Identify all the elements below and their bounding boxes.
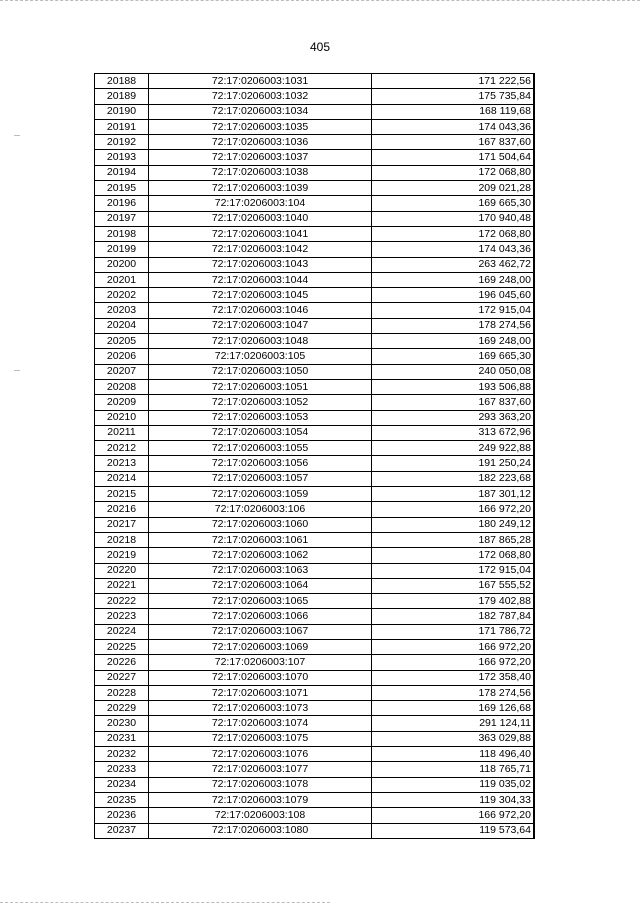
page-number: 405 xyxy=(309,40,331,54)
table-row xyxy=(95,563,535,578)
cadastral-number: 72:17:0206003:1076 xyxy=(149,747,372,762)
table-row xyxy=(95,425,535,440)
cadastral-number: 72:17:0206003:1061 xyxy=(149,532,372,547)
table-row xyxy=(95,410,535,425)
cadastral-number: 72:17:0206003:1052 xyxy=(149,395,372,410)
cadastral-number: 72:17:0206003:1046 xyxy=(149,303,372,318)
table-row xyxy=(95,74,535,89)
table-row xyxy=(95,104,535,119)
scan-top-edge xyxy=(0,0,640,3)
cadastral-value: 166 972,20 xyxy=(372,655,535,670)
cadastral-number: 72:17:0206003:1063 xyxy=(149,563,372,578)
cadastral-number: 72:17:0206003:1057 xyxy=(149,471,372,486)
cadastral-number: 72:17:0206003:105 xyxy=(149,349,372,364)
cadastral-value: 171 222,56 xyxy=(372,74,535,89)
row-number: 20229 xyxy=(95,701,149,716)
row-number: 20204 xyxy=(95,318,149,333)
row-number: 20205 xyxy=(95,334,149,349)
cadastral-number: 72:17:0206003:1062 xyxy=(149,548,372,563)
table-row xyxy=(95,150,535,165)
cadastral-number: 72:17:0206003:107 xyxy=(149,655,372,670)
cadastral-value: 167 837,60 xyxy=(372,135,535,150)
cadastral-value: 169 665,30 xyxy=(372,196,535,211)
cadastral-value: 172 915,04 xyxy=(372,563,535,578)
cadastral-value: 167 555,52 xyxy=(372,578,535,593)
row-number: 20189 xyxy=(95,89,149,104)
cadastral-value: 169 248,00 xyxy=(372,272,535,287)
table-row xyxy=(95,808,535,823)
cadastral-value: 167 837,60 xyxy=(372,395,535,410)
cadastral-number: 72:17:0206003:1035 xyxy=(149,119,372,134)
scan-bottom-edge xyxy=(0,902,330,903)
table-row xyxy=(95,211,535,226)
cadastral-value: 209 021,28 xyxy=(372,181,535,196)
row-number: 20209 xyxy=(95,395,149,410)
row-number: 20192 xyxy=(95,135,149,150)
row-number: 20218 xyxy=(95,532,149,547)
row-number: 20217 xyxy=(95,517,149,532)
row-number: 20197 xyxy=(95,211,149,226)
cadastral-number: 72:17:0206003:1053 xyxy=(149,410,372,425)
cadastral-value: 172 915,04 xyxy=(372,303,535,318)
cadastral-value: 191 250,24 xyxy=(372,456,535,471)
cadastral-number: 72:17:0206003:1065 xyxy=(149,594,372,609)
row-number: 20232 xyxy=(95,747,149,762)
cadastral-number: 72:17:0206003:1069 xyxy=(149,639,372,654)
row-number: 20196 xyxy=(95,196,149,211)
cadastral-number: 72:17:0206003:1071 xyxy=(149,685,372,700)
row-number: 20222 xyxy=(95,594,149,609)
row-number: 20230 xyxy=(95,716,149,731)
table-row xyxy=(95,257,535,272)
cadastral-value: 172 068,80 xyxy=(372,548,535,563)
cadastral-value: 172 068,80 xyxy=(372,226,535,241)
cadastral-value: 169 665,30 xyxy=(372,349,535,364)
table-row xyxy=(95,517,535,532)
row-number: 20202 xyxy=(95,288,149,303)
cadastral-value: 118 496,40 xyxy=(372,747,535,762)
cadastral-value: 168 119,68 xyxy=(372,104,535,119)
row-number: 20203 xyxy=(95,303,149,318)
cadastral-value: 172 358,40 xyxy=(372,670,535,685)
cadastral-value: 171 786,72 xyxy=(372,624,535,639)
row-number: 20210 xyxy=(95,410,149,425)
margin-mark xyxy=(14,370,20,371)
row-number: 20223 xyxy=(95,609,149,624)
row-number: 20200 xyxy=(95,257,149,272)
row-number: 20206 xyxy=(95,349,149,364)
table-row xyxy=(95,716,535,731)
cadastral-number: 72:17:0206003:1037 xyxy=(149,150,372,165)
row-number: 20231 xyxy=(95,731,149,746)
cadastral-number: 72:17:0206003:1036 xyxy=(149,135,372,150)
cadastral-value-table xyxy=(94,73,535,839)
table-row xyxy=(95,487,535,502)
cadastral-value: 182 787,84 xyxy=(372,609,535,624)
cadastral-value: 169 126,68 xyxy=(372,701,535,716)
cadastral-value: 172 068,80 xyxy=(372,165,535,180)
table-row xyxy=(95,670,535,685)
row-number: 20227 xyxy=(95,670,149,685)
row-number: 20207 xyxy=(95,364,149,379)
cadastral-value: 166 972,20 xyxy=(372,502,535,517)
cadastral-value: 263 462,72 xyxy=(372,257,535,272)
cadastral-value: 313 672,96 xyxy=(372,425,535,440)
table-row xyxy=(95,226,535,241)
cadastral-value: 291 124,11 xyxy=(372,716,535,731)
table-row xyxy=(95,624,535,639)
cadastral-number: 72:17:0206003:1067 xyxy=(149,624,372,639)
cadastral-number: 72:17:0206003:1051 xyxy=(149,379,372,394)
cadastral-number: 72:17:0206003:1078 xyxy=(149,777,372,792)
cadastral-value: 169 248,00 xyxy=(372,334,535,349)
row-number: 20188 xyxy=(95,74,149,89)
cadastral-value: 174 043,36 xyxy=(372,242,535,257)
cadastral-number: 72:17:0206003:1066 xyxy=(149,609,372,624)
cadastral-value: 118 765,71 xyxy=(372,762,535,777)
cadastral-value: 171 504,64 xyxy=(372,150,535,165)
table-row xyxy=(95,135,535,150)
cadastral-value: 187 865,28 xyxy=(372,532,535,547)
table-row xyxy=(95,456,535,471)
row-number: 20224 xyxy=(95,624,149,639)
cadastral-value: 182 223,68 xyxy=(372,471,535,486)
cadastral-number: 72:17:0206003:1032 xyxy=(149,89,372,104)
cadastral-number: 72:17:0206003:1055 xyxy=(149,441,372,456)
table-row xyxy=(95,303,535,318)
row-number: 20193 xyxy=(95,150,149,165)
cadastral-value: 119 035,02 xyxy=(372,777,535,792)
cadastral-number: 72:17:0206003:1039 xyxy=(149,181,372,196)
table-row xyxy=(95,731,535,746)
cadastral-number: 72:17:0206003:106 xyxy=(149,502,372,517)
row-number: 20236 xyxy=(95,808,149,823)
cadastral-value: 193 506,88 xyxy=(372,379,535,394)
cadastral-value: 174 043,36 xyxy=(372,119,535,134)
cadastral-number: 72:17:0206003:1031 xyxy=(149,74,372,89)
cadastral-number: 72:17:0206003:1050 xyxy=(149,364,372,379)
cadastral-number: 72:17:0206003:104 xyxy=(149,196,372,211)
cadastral-number: 72:17:0206003:1047 xyxy=(149,318,372,333)
row-number: 20195 xyxy=(95,181,149,196)
table-row xyxy=(95,823,535,838)
table-row xyxy=(95,334,535,349)
margin-mark xyxy=(14,135,20,136)
table-row xyxy=(95,502,535,517)
row-number: 20237 xyxy=(95,823,149,838)
row-number: 20198 xyxy=(95,226,149,241)
cadastral-number: 72:17:0206003:1042 xyxy=(149,242,372,257)
cadastral-number: 72:17:0206003:1040 xyxy=(149,211,372,226)
cadastral-value: 240 050,08 xyxy=(372,364,535,379)
table-row xyxy=(95,165,535,180)
cadastral-value: 170 940,48 xyxy=(372,211,535,226)
row-number: 20208 xyxy=(95,379,149,394)
cadastral-value: 196 045,60 xyxy=(372,288,535,303)
row-number: 20201 xyxy=(95,272,149,287)
row-number: 20190 xyxy=(95,104,149,119)
cadastral-number: 72:17:0206003:1075 xyxy=(149,731,372,746)
table-body xyxy=(95,74,535,839)
table-row xyxy=(95,364,535,379)
cadastral-value: 178 274,56 xyxy=(372,318,535,333)
row-number: 20220 xyxy=(95,563,149,578)
cadastral-value: 166 972,20 xyxy=(372,639,535,654)
row-number: 20221 xyxy=(95,578,149,593)
row-number: 20194 xyxy=(95,165,149,180)
table-row xyxy=(95,196,535,211)
cadastral-value: 166 972,20 xyxy=(372,808,535,823)
table-row xyxy=(95,578,535,593)
table-row xyxy=(95,777,535,792)
cadastral-number: 72:17:0206003:108 xyxy=(149,808,372,823)
row-number: 20213 xyxy=(95,456,149,471)
cadastral-value: 293 363,20 xyxy=(372,410,535,425)
cadastral-value: 178 274,56 xyxy=(372,685,535,700)
cadastral-number: 72:17:0206003:1064 xyxy=(149,578,372,593)
table-row xyxy=(95,119,535,134)
cadastral-number: 72:17:0206003:1034 xyxy=(149,104,372,119)
table-row xyxy=(95,532,535,547)
table-row xyxy=(95,395,535,410)
cadastral-value: 187 301,12 xyxy=(372,487,535,502)
row-number: 20211 xyxy=(95,425,149,440)
table-row xyxy=(95,242,535,257)
table-row xyxy=(95,548,535,563)
table-row xyxy=(95,701,535,716)
row-number: 20234 xyxy=(95,777,149,792)
cadastral-value: 175 735,84 xyxy=(372,89,535,104)
row-number: 20199 xyxy=(95,242,149,257)
table-row xyxy=(95,685,535,700)
table-row xyxy=(95,639,535,654)
cadastral-value: 180 249,12 xyxy=(372,517,535,532)
cadastral-number: 72:17:0206003:1044 xyxy=(149,272,372,287)
table-row xyxy=(95,379,535,394)
row-number: 20219 xyxy=(95,548,149,563)
cadastral-value: 179 402,88 xyxy=(372,594,535,609)
table-row xyxy=(95,655,535,670)
table-row xyxy=(95,441,535,456)
table-row xyxy=(95,288,535,303)
table-row xyxy=(95,792,535,807)
table-row xyxy=(95,89,535,104)
cadastral-number: 72:17:0206003:1073 xyxy=(149,701,372,716)
table-row xyxy=(95,471,535,486)
cadastral-number: 72:17:0206003:1045 xyxy=(149,288,372,303)
row-number: 20235 xyxy=(95,792,149,807)
cadastral-number: 72:17:0206003:1059 xyxy=(149,487,372,502)
table-row xyxy=(95,594,535,609)
cadastral-number: 72:17:0206003:1074 xyxy=(149,716,372,731)
table-row xyxy=(95,318,535,333)
row-number: 20216 xyxy=(95,502,149,517)
table-row xyxy=(95,349,535,364)
table-row xyxy=(95,747,535,762)
row-number: 20191 xyxy=(95,119,149,134)
cadastral-number: 72:17:0206003:1077 xyxy=(149,762,372,777)
cadastral-number: 72:17:0206003:1060 xyxy=(149,517,372,532)
row-number: 20215 xyxy=(95,487,149,502)
cadastral-number: 72:17:0206003:1054 xyxy=(149,425,372,440)
cadastral-number: 72:17:0206003:1080 xyxy=(149,823,372,838)
row-number: 20233 xyxy=(95,762,149,777)
cadastral-number: 72:17:0206003:1056 xyxy=(149,456,372,471)
row-number: 20212 xyxy=(95,441,149,456)
row-number: 20225 xyxy=(95,639,149,654)
cadastral-number: 72:17:0206003:1048 xyxy=(149,334,372,349)
cadastral-number: 72:17:0206003:1043 xyxy=(149,257,372,272)
cadastral-value: 363 029,88 xyxy=(372,731,535,746)
cadastral-value: 249 922,88 xyxy=(372,441,535,456)
cadastral-value: 119 573,64 xyxy=(372,823,535,838)
cadastral-number: 72:17:0206003:1041 xyxy=(149,226,372,241)
cadastral-value: 119 304,33 xyxy=(372,792,535,807)
cadastral-number: 72:17:0206003:1038 xyxy=(149,165,372,180)
row-number: 20214 xyxy=(95,471,149,486)
table-row xyxy=(95,181,535,196)
table-row xyxy=(95,762,535,777)
cadastral-number: 72:17:0206003:1079 xyxy=(149,792,372,807)
table-row xyxy=(95,272,535,287)
row-number: 20226 xyxy=(95,655,149,670)
row-number: 20228 xyxy=(95,685,149,700)
table-row xyxy=(95,609,535,624)
cadastral-number: 72:17:0206003:1070 xyxy=(149,670,372,685)
